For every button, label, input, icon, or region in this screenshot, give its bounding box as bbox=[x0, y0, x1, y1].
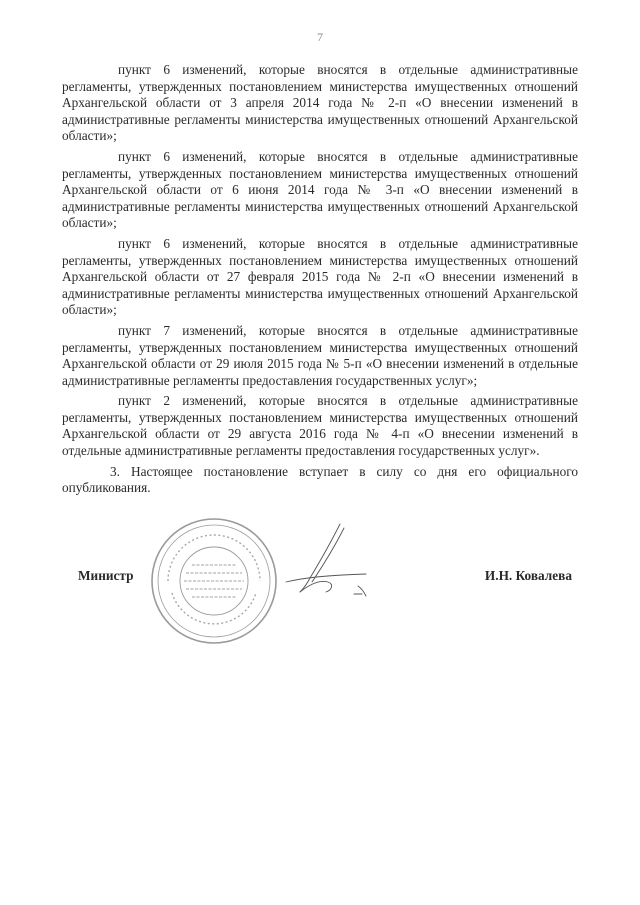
page-number: 7 bbox=[317, 30, 323, 44]
signatory-position: Министр bbox=[78, 568, 134, 583]
signature-block bbox=[62, 568, 578, 592]
signatory-name: И.Н. Ковалева bbox=[484, 568, 572, 583]
paragraph-item: пункт 6 изменений, которые вносятся в отдельные административные регламенты, утвержденных постановлением министерства имущественных отношений Архангельской области от 3 апреля 2014 года № 2-п «О внесении изменений в административные регламенты министерства имущественных отношений Архангельской области»; bbox=[62, 62, 578, 144]
closing-paragraph: 3. Настоящее постановление вступает в силу со дня его официального опубликования. bbox=[62, 463, 578, 496]
signature-scribble-icon bbox=[262, 520, 392, 610]
paragraph-item: пункт 6 изменений, которые вносятся в отдельные административные регламенты, утвержденных постановлением министерства имущественных отношений Архангельской области от 27 февраля 2015 года № 2-п «О внесении изменений в административные регламенты министерства имущественных отношений Архангельской области»; bbox=[62, 235, 578, 318]
paragraph-item: пункт 6 изменений, которые вносятся в отдельные административные регламенты, утвержденных постановлением министерства имущественных отношений Архангельской области от 6 июня 2014 года № 3-п «О внесении изменений в административные регламенты министерства имущественных отношений Архангельской области»; bbox=[62, 148, 578, 231]
paragraph-item: пункт 7 изменений, которые вносятся в отдельные административные регламенты, утвержденных постановлением министерства имущественных отношений Архангельской области от 29 июля 2015 года № 5-п «О внесении изменений в отдельные административные регламенты предоставления государственных услуг»; bbox=[62, 322, 578, 388]
paragraph-item: пункт 2 изменений, которые вносятся в отдельные административные регламенты, утвержденных постановлением министерства имущественных отношений Архангельской области от 29 августа 2016 года № 4-п «О внесении изменений в отдельные административные регламенты предоставления государственных услуг». bbox=[62, 393, 578, 459]
document-body bbox=[62, 62, 578, 501]
